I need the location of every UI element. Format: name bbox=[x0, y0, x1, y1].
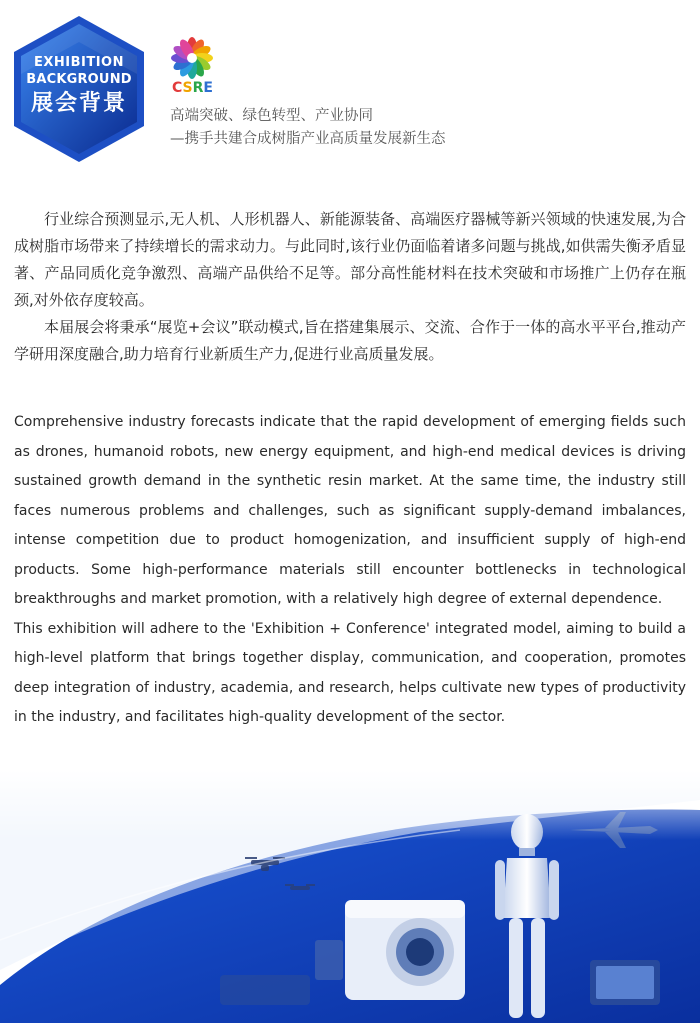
tagline-line2: —携手共建合成树脂产业高质量发展新生态 bbox=[170, 131, 446, 147]
badge-title-en-line2: BACKGROUND bbox=[26, 71, 132, 87]
equipment-icon bbox=[220, 975, 310, 1005]
tagline-line1: 高端突破、绿色转型、产业协同 bbox=[170, 108, 373, 124]
technology-banner-image bbox=[0, 770, 700, 1023]
csre-logo-wordmark: CSRE bbox=[172, 80, 213, 96]
chinese-paragraph-1: 行业综合预测显示,无人机、人形机器人、新能源装备、高端医疗器械等新兴领域的快速发展,为合成树脂市场带来了持续增长的需求动力。与此同时,该行业仍面临着诸多问题与挑战,如供需失衡矛盾显著、产品同质化竞争激烈、高端产品供给不足等。部分高性能材料在技术突破和市场推广上仍存在瓶颈,对外依存度较高。 bbox=[14, 210, 686, 309]
exhibition-background-badge bbox=[10, 14, 148, 164]
english-paragraph-2: This exhibition will adhere to the 'Exhibition + Conference' integrated model, aiming to build a high-level platform that brings together display, communication, and cooperation, promotes deep integration of industry, academia, and research, helps cultivate new types of productivity in the industry, and facilitates high-quality development of the sector. bbox=[14, 620, 686, 725]
badge-title-cn: 展会背景 bbox=[30, 90, 127, 116]
badge-title-en-line1: EXHIBITION bbox=[33, 54, 124, 70]
chinese-body bbox=[14, 206, 686, 368]
english-body bbox=[14, 408, 686, 733]
english-paragraph-1: Comprehensive industry forecasts indicate that the rapid development of emerging fields such as drones, humanoid robots, new energy equipment, and high-end medical devices is driving sustained growth demand in the synthetic resin market. At the same time, the industry still faces numerous problems and challenges, such as significant supply-demand imbalances, intense competition due to product homogenization, and insufficient supply of high-end products. Some high-performance materials still encounter bottlenecks in technological breakthroughs and market promotion, with a relatively high degree of external dependence. bbox=[14, 414, 686, 607]
chinese-paragraph-2: 本届展会将秉承“展览+会议”联动模式,旨在搭建集展示、交流、合作于一体的高水平平台,推动产学研用深度融合,助力培育行业新质生产力,促进行业高质量发展。 bbox=[14, 318, 686, 363]
